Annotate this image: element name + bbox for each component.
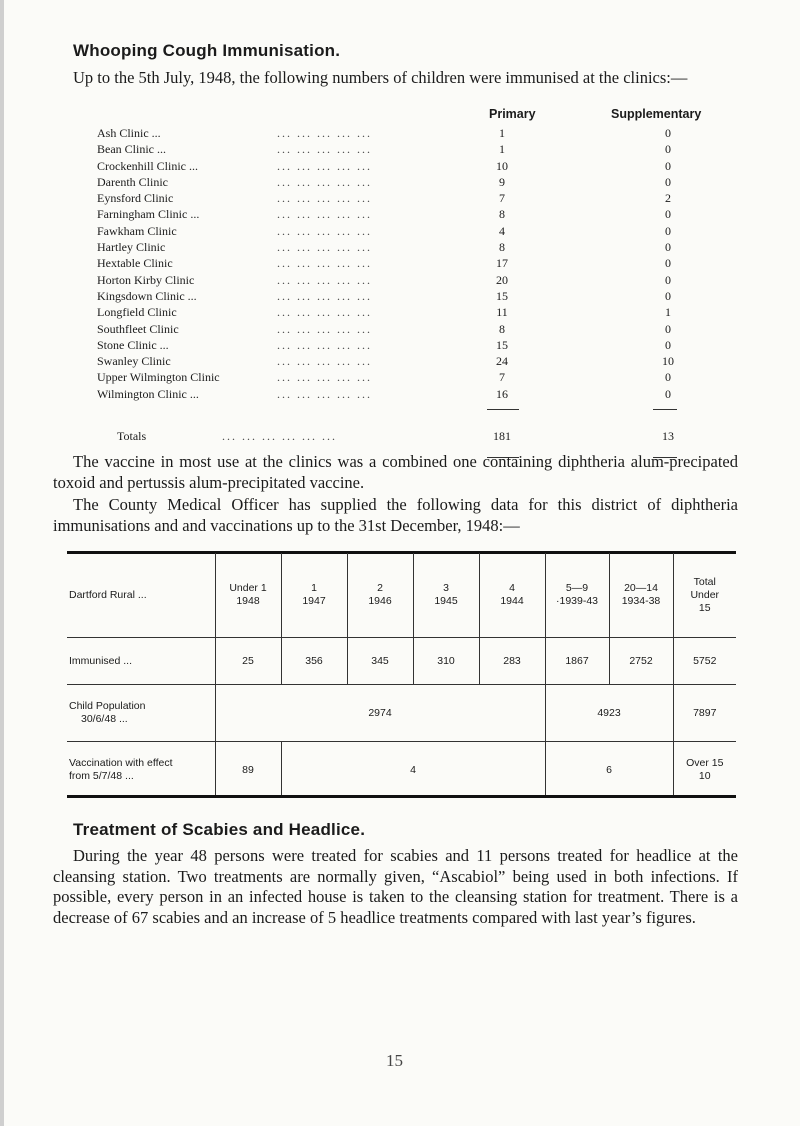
table-cell: 356 (281, 638, 347, 685)
table-header-row (67, 553, 736, 638)
clinic-row (97, 126, 737, 142)
clinic-name: Hartley Clinic (97, 240, 166, 255)
county-note: The County Medical Officer has supplied the following data for this district of diphtheria immunisations and and vaccinations up to the 31st December, 1948:— (53, 495, 738, 535)
table-cell: 283 (479, 638, 545, 685)
clinic-name: Horton Kirby Clinic (97, 272, 195, 287)
dot-leader: ... ... ... ... ... (277, 370, 372, 385)
clinic-primary: 4 (499, 223, 505, 238)
clinic-row (97, 175, 737, 191)
clinic-name: Hextable Clinic (97, 256, 173, 271)
page-number: 15 (386, 1051, 403, 1070)
clinic-supplementary: 0 (665, 158, 671, 173)
clinic-supplementary: 0 (665, 142, 671, 157)
clinic-row (97, 354, 737, 370)
clinic-row (97, 240, 737, 256)
clinic-row (97, 289, 737, 305)
header-2: 2 1946 (347, 553, 413, 638)
clinic-name: Kingsdown Clinic ... (97, 288, 197, 303)
clinic-supplementary: 0 (665, 288, 671, 303)
clinic-name: Bean Clinic ... (97, 142, 166, 157)
table-row-vaccination (67, 742, 736, 799)
clinic-supplementary: 10 (662, 354, 674, 369)
clinic-row (97, 142, 737, 158)
totals-label: Totals (117, 429, 147, 443)
clinic-primary: 20 (496, 272, 508, 287)
clinic-name: Wilmington Clinic ... (97, 386, 199, 401)
dot-leader: ... ... ... ... ... (277, 354, 372, 369)
dot-leader: ... ... ... ... ... (277, 305, 372, 320)
totals-primary: 181 (493, 429, 511, 443)
dot-leader: ... ... ... ... ... (277, 337, 372, 352)
header-under-1: Under 1 1948 (215, 553, 281, 638)
clinic-row (97, 305, 737, 321)
table-bottom-rule (67, 795, 736, 798)
clinic-supplementary: 0 (665, 386, 671, 401)
table-cell-population-total: 7897 (673, 685, 736, 742)
clinic-name: Stone Clinic ... (97, 337, 169, 352)
section-heading-scabies: Treatment of Scabies and Headlice. (73, 820, 366, 839)
column-header-primary: Primary (489, 107, 536, 121)
clinic-primary: 1 (499, 126, 505, 140)
dot-leader: ... ... ... ... ... (277, 240, 372, 255)
clinic-name: Swanley Clinic (97, 354, 171, 369)
intro-paragraph: Up to the 5th July, 1948, the following numbers of children were immunised at the clinics:— (73, 68, 688, 87)
table-cell: 25 (215, 638, 281, 685)
clinic-supplementary: 0 (665, 337, 671, 352)
clinic-name: Crockenhill Clinic ... (97, 158, 198, 173)
dot-leader: ... ... ... ... ... (277, 223, 372, 238)
clinic-primary: 15 (496, 288, 508, 303)
clinic-primary: 9 (499, 174, 505, 189)
totals-leader: ... ... ... ... ... ... (222, 429, 337, 443)
row-label-immunised: Immunised ... (67, 638, 215, 685)
clinic-name: Darenth Clinic (97, 174, 168, 189)
sum-rule (653, 409, 677, 410)
clinic-primary: 11 (496, 305, 508, 320)
dot-leader: ... ... ... ... ... (277, 191, 372, 206)
header-3: 3 1945 (413, 553, 479, 638)
dot-leader: ... ... ... ... ... (277, 386, 372, 401)
scabies-paragraph: During the year 48 persons were treated for scabies and 11 persons treated for headlice at the cleansing station. Two treatments are normally given, “Ascabiol” being used in both infections. If possible, every person in an infected house is taken to the cleansing station for treatment. There is a decrease of 67 scabies and an increase of 5 headlice treatments compared with last year’s figures. (53, 846, 738, 927)
clinic-row (97, 387, 737, 403)
dot-leader: ... ... ... ... ... (277, 256, 372, 271)
clinic-row (97, 191, 737, 207)
clinic-rows (97, 126, 737, 403)
clinic-name: Longfield Clinic (97, 305, 177, 320)
dot-leader: ... ... ... ... ... (277, 321, 372, 336)
dot-leader: ... ... ... ... ... (277, 288, 372, 303)
clinic-supplementary: 0 (665, 321, 671, 336)
clinic-primary: 8 (499, 321, 505, 336)
clinic-supplementary: 0 (665, 370, 671, 385)
clinic-name: Fawkham Clinic (97, 223, 177, 238)
clinic-primary: 17 (496, 256, 508, 271)
clinic-primary: 7 (499, 370, 505, 385)
clinic-row (97, 159, 737, 175)
diphtheria-table (67, 553, 736, 798)
clinic-supplementary: 0 (665, 126, 671, 140)
header-5-9: 5—9 ·1939-43 (545, 553, 609, 638)
table-cell-vacc-3: 6 (545, 742, 673, 799)
clinic-row (97, 273, 737, 289)
clinic-supplementary: 0 (665, 207, 671, 222)
clinic-name: Ash Clinic ... (97, 126, 161, 140)
header-total: Total Under 15 (673, 553, 736, 638)
clinic-primary: 16 (496, 386, 508, 401)
sum-rule (487, 409, 519, 410)
scan-edge (0, 0, 4, 1126)
clinic-supplementary: 0 (665, 174, 671, 189)
table-cell-vacc-1: 89 (215, 742, 281, 799)
table-cell-vacc-2: 4 (281, 742, 545, 799)
dot-leader: ... ... ... ... ... (277, 158, 372, 173)
header-4: 4 1944 (479, 553, 545, 638)
table-cell: 5752 (673, 638, 736, 685)
clinic-primary: 8 (499, 207, 505, 222)
table-cell: 345 (347, 638, 413, 685)
clinic-supplementary: 0 (665, 240, 671, 255)
table-cell: 2752 (609, 638, 673, 685)
table-cell-vacc-4: Over 15 10 (673, 742, 736, 799)
column-header-supplementary: Supplementary (611, 107, 702, 121)
clinic-row (97, 224, 737, 240)
header-label: Dartford Rural ... (69, 589, 147, 601)
clinic-supplementary: 0 (665, 272, 671, 287)
row-label-population: Child Population 30/6/48 ... (67, 685, 215, 742)
clinic-supplementary: 1 (665, 305, 671, 320)
clinic-primary: 7 (499, 191, 505, 206)
header-1: 1 1947 (281, 553, 347, 638)
vaccine-note: The vaccine in most use at the clinics was a combined one containing diphtheria alum-precipated toxoid and pertussis alum-precipitated vaccine. (53, 452, 738, 492)
clinic-primary: 8 (499, 240, 505, 255)
table-row-immunised (67, 638, 736, 685)
clinic-supplementary: 0 (665, 256, 671, 271)
clinic-supplementary: 0 (665, 223, 671, 238)
table-cell-population-2: 4923 (545, 685, 673, 742)
clinic-name: Eynsford Clinic (97, 191, 174, 206)
clinic-primary: 15 (496, 337, 508, 352)
clinic-name: Farningham Clinic ... (97, 207, 200, 222)
clinic-supplementary: 2 (665, 191, 671, 206)
clinic-row (97, 256, 737, 272)
clinic-row (97, 338, 737, 354)
dot-leader: ... ... ... ... ... (277, 272, 372, 287)
clinic-name: Southfleet Clinic (97, 321, 179, 336)
clinic-row (97, 322, 737, 338)
row-label-vaccination: Vaccination with effect from 5/7/48 ... (67, 742, 215, 799)
header-10-14: 20—14 1934-38 (609, 553, 673, 638)
dot-leader: ... ... ... ... ... (277, 174, 372, 189)
clinic-row (97, 207, 737, 223)
totals-supplementary: 13 (662, 429, 674, 443)
table-cell: 1867 (545, 638, 609, 685)
section-heading-whooping-cough: Whooping Cough Immunisation. (73, 41, 341, 60)
clinic-primary: 24 (496, 354, 508, 369)
table-cell: 310 (413, 638, 479, 685)
clinic-primary: 10 (496, 158, 508, 173)
totals-row (97, 429, 737, 445)
dot-leader: ... ... ... ... ... (277, 126, 372, 140)
table-cell-population-1: 2974 (215, 685, 545, 742)
dot-leader: ... ... ... ... ... (277, 207, 372, 222)
table-row-population (67, 685, 736, 742)
clinic-row (97, 370, 737, 386)
clinic-primary: 1 (499, 142, 505, 157)
dot-leader: ... ... ... ... ... (277, 142, 372, 157)
clinic-name: Upper Wilmington Clinic (97, 370, 220, 385)
